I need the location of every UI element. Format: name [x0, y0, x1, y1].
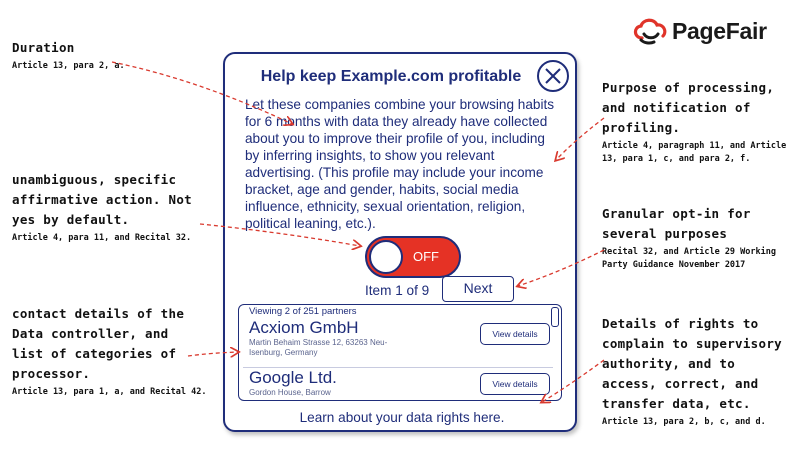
annotation-heading: Granular opt-in for several purposes [602, 206, 751, 241]
annotation-reference: Article 13, para 2, b, c, and d. [602, 417, 766, 427]
annotation-heading: contact details of the Data controller, and list of categories of processor. [12, 306, 185, 381]
next-button[interactable]: Next [442, 276, 514, 302]
logo-text: PageFair [672, 18, 767, 44]
consent-description: Let these companies combine your browsing habits for 6 months with data they already have collected about you to improve their profile of you, including by inferring insights, to show you relevant advertising. (This profile may include your income bracket, age and gender, habits, social media influence, ethnicity, sexual orientation, religion, political leaning, etc.). [245, 97, 555, 231]
arrow-contact [188, 352, 238, 356]
annotation-heading: unambiguous, specific affirmative action. Not yes by default. [12, 172, 192, 227]
annotation-reference: Article 13, para 1, a, and Recital 42. [12, 387, 207, 397]
partner-name: Acxiom GmbH [249, 318, 359, 337]
partner-name: Google Ltd. [249, 368, 337, 387]
arrow-purpose [556, 118, 604, 160]
annotation-reference: Article 13, para 2, a. [12, 61, 125, 71]
partners-count: Viewing 2 of 251 partners [249, 306, 357, 317]
arrow-duration [112, 62, 292, 124]
arrow-granular [518, 250, 604, 286]
annotation-heading: Duration [12, 40, 75, 55]
data-rights-link[interactable]: Learn about your data rights here. [299, 410, 505, 425]
annotation-reference: Recital 32, and Article 29 Working Party Guidance November 2017 [602, 247, 776, 270]
dialog-title: Help keep Example.com profitable [260, 68, 522, 85]
annotation-heading: Purpose of processing, and notification of profiling. [602, 80, 775, 135]
annotation-heading: Details of rights to complain to supervisory authority, and to access, correct, and transfer data, etc. [602, 316, 782, 411]
partner-address: Martin Behaim Strasse 12, 63263 Neu-Isenburg, Germany [249, 338, 388, 357]
annotation-reference: Article 4, paragraph 11, and Article 13, para 1, c, and para 2, f. [602, 141, 787, 164]
partner-address: Gordon House, Barrow [249, 388, 331, 397]
arrow-affirmative [200, 224, 360, 246]
toggle-label: OFF [413, 249, 439, 264]
item-counter: Item 1 of 9 [365, 283, 430, 298]
arrow-rights [542, 360, 604, 402]
view-details-button[interactable]: View details [480, 373, 550, 395]
annotation-reference: Article 4, para 11, and Recital 32. [12, 233, 192, 243]
view-details-button[interactable]: View details [480, 323, 550, 345]
